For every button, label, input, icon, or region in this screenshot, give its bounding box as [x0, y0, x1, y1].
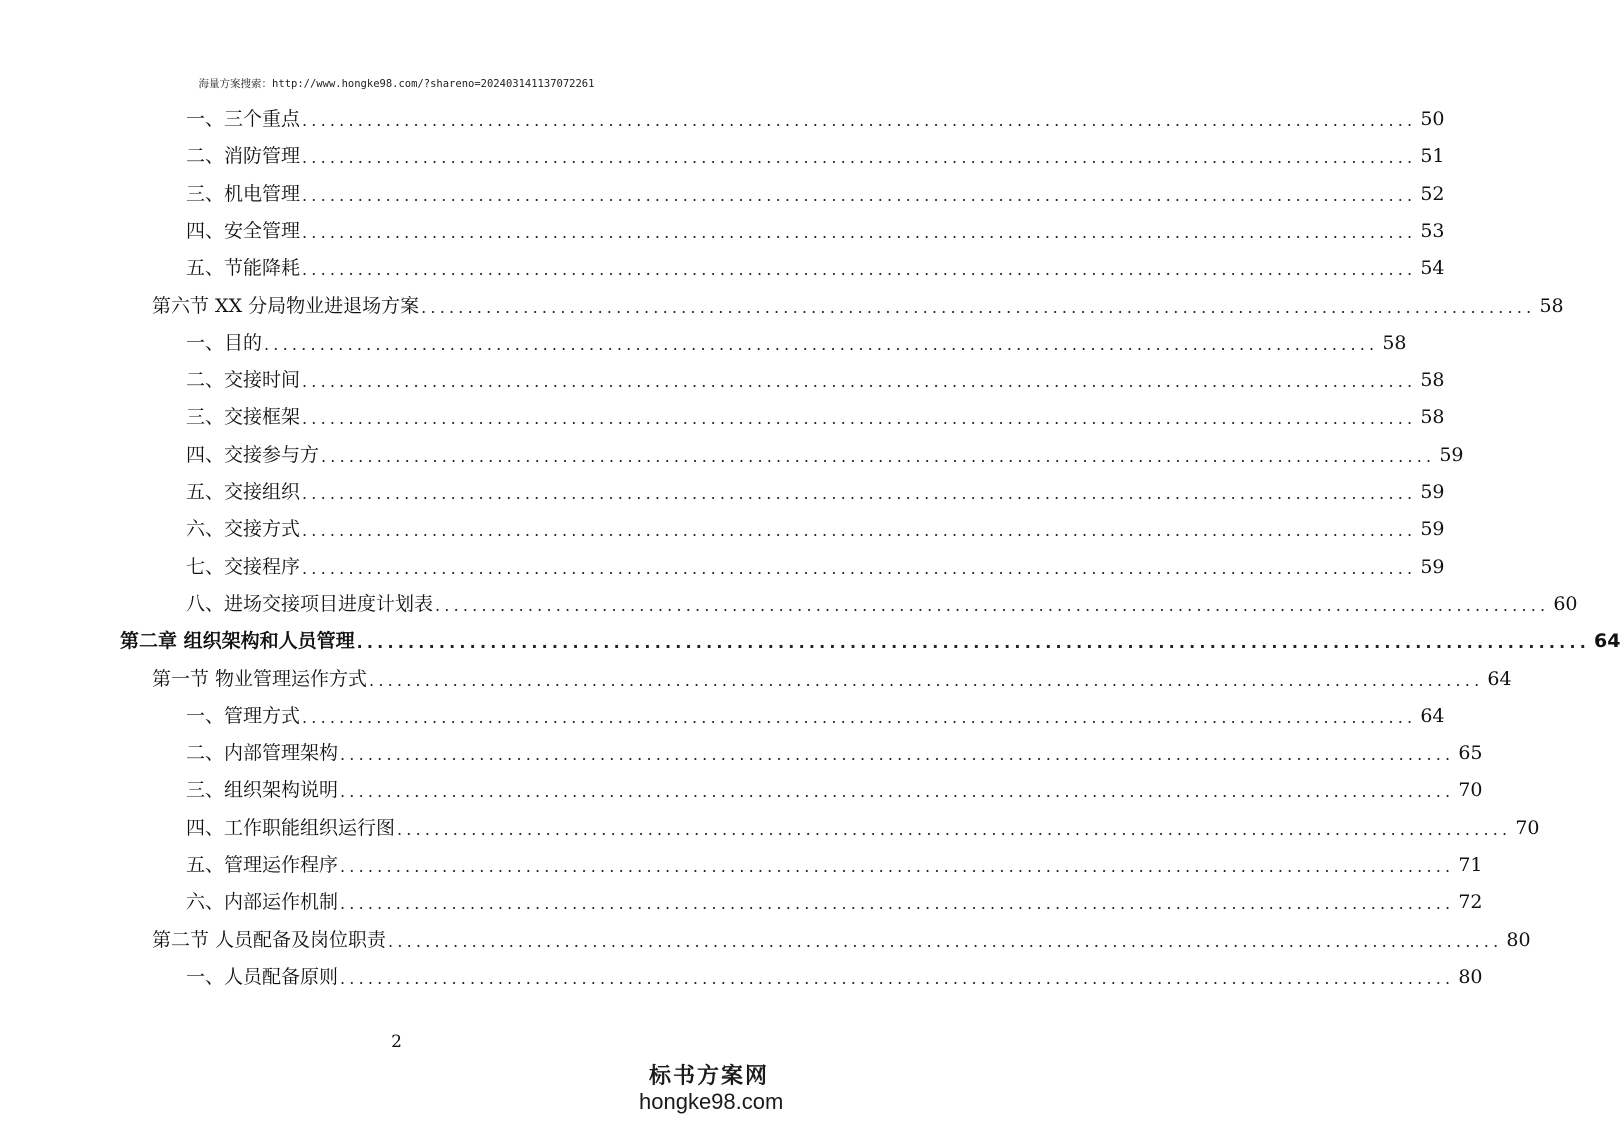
toc-entry-title: 五、交接组织 — [186, 481, 301, 503]
toc-entry[interactable] — [186, 365, 1445, 395]
watermark-domain: hongke98.com — [639, 1089, 784, 1114]
toc-entry[interactable] — [186, 962, 1483, 992]
toc-entry-page: 64 — [1594, 630, 1620, 653]
toc-entry-page: 72 — [1458, 891, 1483, 914]
watermark-logo — [639, 1062, 784, 1114]
toc-entry[interactable] — [186, 738, 1483, 768]
toc-entry-title: 一、三个重点 — [186, 108, 301, 130]
toc-entry-title: 八、进场交接项目进度计划表 — [186, 592, 434, 615]
toc-dot-leader: ........................................................................................................................ — [302, 185, 1417, 205]
toc-dot-leader: ........................................................................................................................ — [302, 521, 1417, 541]
toc-dot-leader: ........................................................................................................................ — [302, 707, 1417, 727]
toc-entry-title: 五、节能降耗 — [186, 257, 301, 280]
toc-dot-leader: ........................................................................................................................ — [302, 372, 1417, 392]
toc-entry[interactable] — [186, 141, 1445, 171]
toc-entry-title: 三、组织架构说明 — [186, 779, 339, 802]
toc-entry[interactable] — [152, 664, 1512, 694]
toc-entry-title: 七、交接程序 — [186, 555, 301, 578]
toc-entry-page: 59 — [1420, 518, 1445, 541]
toc-dot-leader: ........................................................................................................................ — [340, 745, 1455, 765]
toc-entry-page: 53 — [1420, 219, 1445, 242]
toc-entry-page: 59 — [1420, 481, 1445, 503]
toc-dot-leader: ........................................................................................................................ — [302, 558, 1417, 578]
toc-entry-page: 59 — [1439, 443, 1464, 466]
toc-dot-leader: ........................................................................................................................ — [340, 968, 1455, 988]
toc-entry-title: 二、消防管理 — [186, 145, 301, 168]
toc-entry-title: 六、内部运作机制 — [186, 891, 339, 914]
toc-entry[interactable] — [186, 775, 1483, 805]
toc-entry[interactable] — [186, 440, 1464, 470]
toc-entry[interactable] — [186, 216, 1445, 246]
toc-entry-page: 59 — [1420, 555, 1445, 578]
toc-entry-title: 第六节 XX 分局物业进退场方案 — [152, 294, 420, 317]
toc-entry-page: 64 — [1487, 667, 1512, 690]
toc-dot-leader: ........................................................................................................................ — [302, 148, 1417, 168]
toc-entry-title: 二、内部管理架构 — [186, 742, 339, 765]
toc-entry[interactable] — [186, 328, 1407, 358]
toc-entry[interactable] — [120, 626, 1620, 656]
toc-dot-leader: ........................................................................................................................ — [435, 595, 1550, 615]
toc-entry-title: 第二节 人员配备及岗位职责 — [152, 928, 387, 951]
toc-entry-page: 58 — [1420, 369, 1445, 392]
toc-entry[interactable] — [186, 179, 1445, 209]
toc-entry-page: 58 — [1420, 406, 1445, 429]
toc-entry-title: 三、机电管理 — [186, 182, 301, 205]
toc-entry-title: 四、交接参与方 — [186, 443, 320, 466]
toc-entry-title: 六、交接方式 — [186, 518, 301, 541]
toc-entry[interactable] — [186, 477, 1445, 507]
toc-entry-title: 一、目的 — [186, 331, 263, 354]
toc-entry-page: 52 — [1420, 182, 1445, 205]
toc-dot-leader: ........................................................................................................................ — [421, 297, 1536, 317]
toc-entry-page: 80 — [1506, 928, 1531, 951]
toc-entry-page: 70 — [1458, 779, 1483, 802]
toc-dot-leader: ........................................................................................................................ — [356, 633, 1590, 653]
toc-dot-leader: ........................................................................................................................ — [302, 484, 1417, 503]
watermark-title: 标书方案网 — [648, 1063, 769, 1089]
toc-entry-page: 65 — [1458, 742, 1483, 765]
toc-entry[interactable] — [186, 813, 1540, 843]
toc-entry-page: 51 — [1420, 145, 1445, 168]
toc-entry-page: 70 — [1515, 816, 1540, 839]
toc-dot-leader: ........................................................................................................................ — [302, 111, 1417, 130]
toc-entry-title: 第二章 组织架构和人员管理 — [120, 630, 355, 653]
toc-dot-leader: ........................................................................................................................ — [302, 222, 1417, 242]
toc-entry-page: 64 — [1420, 704, 1445, 727]
toc-entry[interactable] — [186, 253, 1445, 283]
toc-entry-page: 80 — [1458, 965, 1483, 988]
toc-dot-leader: ........................................................................................................................ — [340, 782, 1455, 802]
toc-entry-title: 第一节 物业管理运作方式 — [152, 667, 368, 690]
toc-dot-leader: ........................................................................................................................ — [302, 409, 1417, 429]
toc-dot-leader: ........................................................................................................................ — [264, 334, 1379, 354]
toc-entry-page: 71 — [1458, 854, 1483, 876]
toc-entry-title: 三、交接框架 — [186, 406, 301, 429]
toc-entry[interactable] — [186, 701, 1445, 731]
toc-entry[interactable] — [152, 291, 1564, 321]
toc-entry[interactable] — [152, 925, 1531, 955]
toc-dot-leader: ........................................................................................................................ — [321, 446, 1436, 466]
toc-entry[interactable] — [186, 850, 1483, 880]
toc-dot-leader: ........................................................................................................................ — [340, 857, 1455, 876]
toc-entry-title: 四、安全管理 — [186, 219, 301, 242]
toc-dot-leader: ........................................................................................................................ — [340, 894, 1455, 914]
toc-dot-leader: ........................................................................................................................ — [388, 931, 1503, 951]
toc-entry-page: 60 — [1553, 592, 1578, 615]
page-header-url: 海量方案搜索：http://www.hongke98.com/?shareno=202403141137072261 — [198, 78, 595, 90]
toc-entry-title: 一、人员配备原则 — [186, 965, 339, 988]
toc-entry-page: 50 — [1420, 108, 1445, 130]
toc-dot-leader: ........................................................................................................................ — [397, 819, 1512, 839]
toc-entry[interactable] — [186, 552, 1445, 582]
toc-entry-title: 五、管理运作程序 — [186, 854, 339, 876]
toc-dot-leader: ........................................................................................................................ — [302, 260, 1417, 280]
toc-entry[interactable] — [186, 402, 1445, 432]
toc-dot-leader: ........................................................................................................................ — [369, 670, 1484, 690]
toc-entry-page: 58 — [1539, 294, 1564, 317]
toc-entry-title: 二、交接时间 — [186, 369, 301, 392]
toc-entry[interactable] — [186, 514, 1445, 544]
page-number: 2 — [391, 1032, 402, 1052]
toc-entry-page: 58 — [1382, 331, 1407, 354]
toc-entry-title: 一、管理方式 — [186, 704, 301, 727]
toc-entry-title: 四、工作职能组织运行图 — [186, 816, 396, 839]
toc-entry[interactable] — [186, 104, 1445, 134]
toc-entry[interactable] — [186, 589, 1578, 619]
toc-entry-page: 54 — [1420, 257, 1445, 280]
toc-entry[interactable] — [186, 887, 1483, 917]
